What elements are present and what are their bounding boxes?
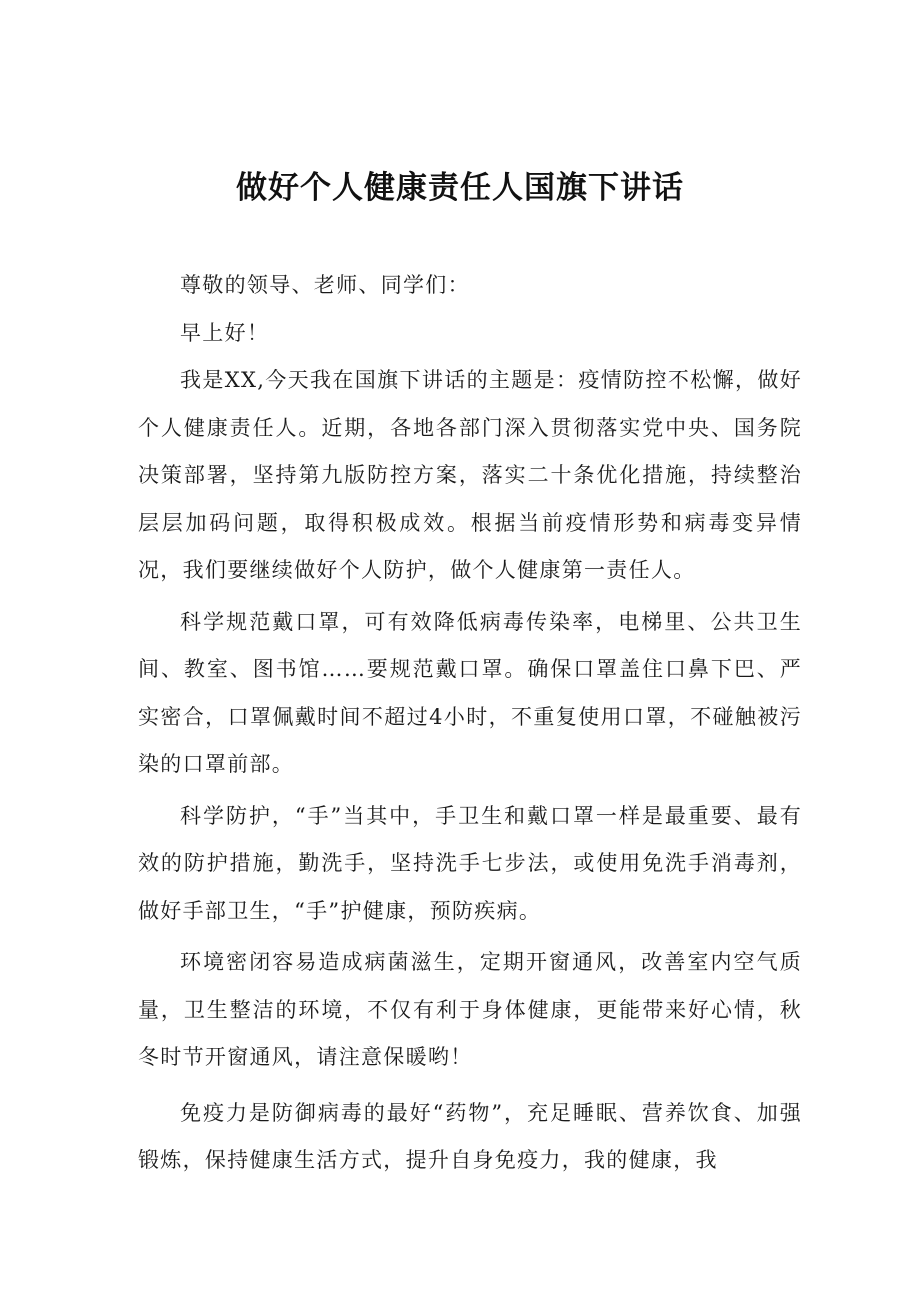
document-title: 做好个人健康责任人国旗下讲话 bbox=[236, 170, 684, 206]
salutation-paragraph: 尊敬的领导、老师、同学们： bbox=[180, 273, 470, 297]
hand-hygiene-paragraph: 科学防护，“手”当其中，手卫生和戴口罩一样是最重要、最有效的防护措施，勤洗手，坚持洗手七步法，或使用免洗手消毒剂，做好手部卫生，“手”护健康，预防疾病。 bbox=[138, 803, 802, 923]
intro-paragraph: 我是XX,今天我在国旗下讲话的主题是：疫情防控不松懈，做好个人健康责任人。近期，各地各部门深入贯彻落实党中央、国务院决策部署，坚持第九版防控方案，落实二十条优化措施，持续整治层层加码问题，取得积极成效。根据当前疫情形势和病毒变异情况，我们要继续做好个人防护，做个人健康第一责任人。 bbox=[138, 368, 802, 582]
document-body bbox=[138, 262, 802, 1185]
immunity-paragraph: 免疫力是防御病毒的最好“药物”，充足睡眠、营养饮食、加强锻炼，保持健康生活方式，提升自身免疫力，我的健康，我 bbox=[138, 1100, 802, 1172]
greeting-paragraph: 早上好！ bbox=[180, 320, 270, 345]
ventilation-paragraph: 环境密闭容易造成病菌滋生，定期开窗通风，改善室内空气质量，卫生整洁的环境，不仅有利于身体健康，更能带来好心情，秋冬时节开窗通风，请注意保暖哟！ bbox=[138, 950, 802, 1069]
mask-paragraph: 科学规范戴口罩，可有效降低病毒传染率，电梯里、公共卫生间、教室、图书馆……要规范戴口罩。确保口罩盖住口鼻下巴、严实密合，口罩佩戴时间不超过4小时，不重复使用口罩，不碰触被污染的口罩前部。 bbox=[138, 609, 802, 776]
